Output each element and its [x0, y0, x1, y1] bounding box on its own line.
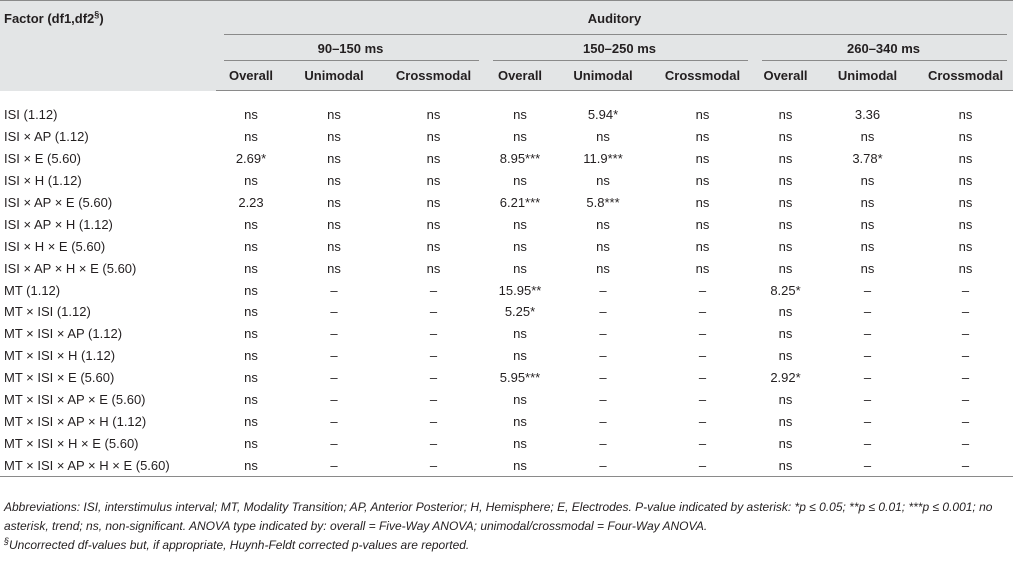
value-cell: ns [958, 195, 973, 210]
value-cell: ns [244, 238, 258, 254]
value-cell: ns [513, 129, 527, 145]
value-cell: ns [244, 304, 258, 320]
window-header-260-340: 260–340 ms [754, 35, 1013, 61]
value-cell: ns [778, 151, 793, 167]
value-cell: ns [244, 326, 258, 342]
value-cell: 3.36 [854, 107, 881, 123]
subcol-header: Unimodal [286, 61, 382, 91]
value-cell: ns [426, 216, 441, 232]
value-cell: 2.92* [770, 370, 801, 386]
value-cell: ns [958, 107, 973, 123]
value-cell: ns [244, 370, 258, 386]
value-cell: ns [426, 173, 441, 189]
factor-cell: MT × ISI × H × E (5.60) [4, 435, 139, 451]
value-cell: – [599, 326, 607, 342]
value-cell: – [286, 454, 382, 476]
factor-cell: MT × ISI × E (5.60) [4, 370, 115, 386]
value-cell: ns [778, 216, 793, 232]
value-cell: – [961, 326, 970, 342]
value-cell: 6.21*** [499, 195, 541, 210]
factor-cell: ISI × E (5.60) [4, 151, 81, 167]
value-cell: – [429, 348, 438, 364]
value-cell: ns [596, 216, 610, 232]
value-cell: ns [778, 413, 793, 429]
value-cell: ns [860, 129, 875, 145]
value-cell: – [330, 304, 338, 320]
factor-cell: ISI (1.12) [4, 107, 58, 123]
value-cell: – [599, 370, 607, 386]
value-cell: – [698, 348, 707, 364]
value-cell: ns [778, 435, 793, 451]
value-cell: ns [754, 454, 817, 476]
value-cell: – [961, 435, 970, 451]
subcol-header: Overall [754, 61, 817, 91]
value-cell: – [961, 348, 970, 364]
value-cell: – [961, 370, 970, 386]
value-cell: – [961, 304, 970, 320]
value-cell: ns [244, 392, 258, 408]
value-cell: ns [244, 413, 258, 429]
subcol-header: Crossmodal [382, 61, 485, 91]
factor-cell: MT × ISI × AP × H × E (5.60) [0, 454, 216, 476]
value-cell: ns [327, 238, 341, 254]
value-cell: ns [327, 173, 341, 189]
table-row [0, 432, 1013, 454]
value-cell: – [651, 454, 754, 476]
value-cell: ns [778, 129, 793, 145]
value-cell: ns [513, 392, 527, 408]
value-cell: – [961, 413, 970, 429]
value-cell: ns [426, 151, 441, 167]
value-cell: ns [513, 260, 527, 276]
value-cell: ns [958, 216, 973, 232]
value-cell: ns [860, 238, 875, 254]
value-cell: ns [244, 282, 258, 298]
factor-cell: ISI × AP × H × E (5.60) [4, 260, 137, 276]
value-cell: – [599, 282, 607, 298]
value-cell: ns [244, 260, 258, 276]
value-cell: ns [327, 195, 341, 210]
factor-cell: ISI × AP × H (1.12) [4, 216, 113, 232]
value-cell: ns [695, 173, 710, 189]
value-cell: – [918, 454, 1013, 476]
value-cell: – [863, 413, 872, 429]
value-cell: ns [244, 173, 258, 189]
value-cell: – [330, 435, 338, 451]
value-cell: ns [778, 173, 793, 189]
value-cell: ns [778, 304, 793, 320]
value-cell: ns [778, 107, 793, 123]
value-cell: ns [695, 129, 710, 145]
factor-cell: ISI × H × E (5.60) [4, 238, 106, 254]
value-cell: – [698, 326, 707, 342]
subcol-header: Overall [216, 61, 286, 91]
value-cell: – [330, 370, 338, 386]
value-cell: ns [513, 107, 527, 123]
table-row [0, 104, 1013, 126]
footnote: §Uncorrected df-values but, if appropriate, Huynh-Feldt corrected p-values are reported. [4, 536, 470, 552]
value-cell: ns [778, 195, 793, 210]
value-cell: ns [426, 260, 441, 276]
value-cell: ns [695, 260, 710, 276]
value-cell: 3.78* [852, 151, 883, 167]
table-notes [4, 498, 1009, 555]
value-cell: 2.69* [235, 151, 267, 167]
value-cell: ns [778, 392, 793, 408]
value-cell: ns [596, 173, 610, 189]
window-header-90-150: 90–150 ms [216, 35, 485, 61]
table-row [0, 192, 1013, 214]
value-cell: ns [216, 454, 286, 476]
value-cell: ns [327, 129, 341, 145]
value-cell: – [429, 370, 438, 386]
factor-cell: ISI × AP (1.12) [4, 129, 89, 145]
factor-cell: ISI × AP × E (5.60) [4, 195, 113, 210]
value-cell: – [863, 282, 872, 298]
subcol-header: Unimodal [555, 61, 651, 91]
value-cell: 8.25* [770, 282, 801, 298]
factor-cell: MT × ISI × AP × E (5.60) [4, 392, 146, 408]
table-header [0, 1, 1013, 91]
value-cell: – [330, 348, 338, 364]
value-cell: ns [426, 195, 441, 210]
value-cell: – [429, 413, 438, 429]
value-cell: ns [513, 348, 527, 364]
auditory-group-header: Auditory [216, 1, 1013, 36]
value-cell: ns [513, 216, 527, 232]
value-cell: 5.25* [504, 304, 536, 320]
value-cell: ns [513, 173, 527, 189]
value-cell: ns [426, 238, 441, 254]
value-cell: – [698, 392, 707, 408]
value-cell: – [382, 454, 485, 476]
value-cell: ns [244, 435, 258, 451]
value-cell: ns [513, 413, 527, 429]
value-cell: ns [327, 260, 341, 276]
value-cell: – [330, 282, 338, 298]
value-cell: ns [695, 216, 710, 232]
value-cell: – [698, 282, 707, 298]
value-cell: – [330, 392, 338, 408]
value-cell: ns [596, 238, 610, 254]
value-cell: – [330, 413, 338, 429]
value-cell: ns [958, 173, 973, 189]
value-cell: – [429, 304, 438, 320]
factor-cell: MT × ISI (1.12) [4, 304, 91, 320]
table-row [0, 410, 1013, 432]
value-cell: – [429, 435, 438, 451]
value-cell: – [698, 435, 707, 451]
value-cell: – [961, 282, 970, 298]
value-cell: 5.8*** [586, 195, 620, 210]
value-cell: – [961, 392, 970, 408]
value-cell: – [863, 392, 872, 408]
value-cell: – [429, 392, 438, 408]
value-cell: ns [513, 435, 527, 451]
table-row [0, 235, 1013, 257]
subcol-header: Crossmodal [918, 61, 1013, 91]
value-cell: ns [860, 173, 875, 189]
factor-cell: MT (1.12) [4, 282, 61, 298]
value-cell: ns [513, 326, 527, 342]
window-header-150-250: 150–250 ms [485, 35, 754, 61]
value-cell: ns [485, 454, 555, 476]
value-cell: 5.94* [587, 107, 619, 123]
value-cell: ns [958, 151, 973, 167]
table-row [0, 367, 1013, 389]
table-row [0, 345, 1013, 367]
value-cell: ns [778, 348, 793, 364]
table-row [0, 170, 1013, 192]
factor-cell: MT × ISI × AP (1.12) [4, 326, 123, 342]
value-cell: – [698, 304, 707, 320]
table-row [0, 213, 1013, 235]
value-cell: – [698, 370, 707, 386]
value-cell: ns [596, 129, 610, 145]
value-cell: – [599, 413, 607, 429]
factor-column-header: Factor (df1,df2§) [0, 1, 216, 91]
value-cell: – [429, 326, 438, 342]
value-cell: ns [327, 216, 341, 232]
value-cell: – [863, 304, 872, 320]
value-cell: ns [695, 151, 710, 167]
value-cell: ns [426, 129, 441, 145]
value-cell: ns [327, 151, 341, 167]
table-row [0, 301, 1013, 323]
value-cell: – [863, 370, 872, 386]
table-row [0, 389, 1013, 411]
value-cell: ns [244, 216, 258, 232]
value-cell: – [863, 348, 872, 364]
factor-cell: MT × ISI × H (1.12) [4, 348, 116, 364]
value-cell: – [698, 413, 707, 429]
value-cell: ns [778, 238, 793, 254]
table-body [0, 91, 1013, 477]
value-cell: ns [860, 260, 875, 276]
value-cell: ns [958, 260, 973, 276]
value-cell: ns [244, 129, 258, 145]
value-cell: ns [695, 107, 710, 123]
value-cell: – [863, 435, 872, 451]
value-cell: ns [958, 129, 973, 145]
value-cell: ns [695, 238, 710, 254]
value-cell: – [330, 326, 338, 342]
table-row [0, 148, 1013, 170]
value-cell: – [599, 304, 607, 320]
value-cell: – [863, 326, 872, 342]
value-cell: ns [244, 107, 258, 123]
value-cell: ns [596, 260, 610, 276]
value-cell: – [429, 282, 438, 298]
value-cell: – [599, 392, 607, 408]
table-row [0, 279, 1013, 301]
value-cell: – [555, 454, 651, 476]
value-cell: 15.95** [498, 282, 542, 298]
value-cell: 8.95*** [499, 151, 541, 167]
value-cell: 5.95*** [499, 370, 541, 386]
value-cell: – [817, 454, 918, 476]
value-cell: ns [860, 216, 875, 232]
value-cell: 11.9*** [583, 151, 623, 167]
value-cell: – [599, 348, 607, 364]
value-cell: ns [958, 238, 973, 254]
factor-cell: ISI × H (1.12) [4, 173, 82, 189]
value-cell: ns [426, 107, 441, 123]
factor-cell: MT × ISI × AP × H (1.12) [4, 413, 147, 429]
table-row [0, 257, 1013, 279]
value-cell: ns [244, 348, 258, 364]
subcol-header: Unimodal [817, 61, 918, 91]
value-cell: 2.23 [238, 195, 264, 210]
value-cell: ns [778, 326, 793, 342]
table-row [0, 323, 1013, 345]
abbreviations-note: Abbreviations: ISI, interstimulus interval; MT, Modality Transition; AP, Anterior Posterior; H, Hemisphere; E, Electrodes. P-value indicated by asterisk: *p ≤ 0.05; **p ≤ 0.01; ***p ≤ 0.001; no asterisk, trend; ns, non-significant. ANOVA type indicated by: overall = Five-Way ANOVA; unimodal/crossmodal = Four-Way ANOVA. [4, 500, 993, 533]
value-cell: ns [327, 107, 341, 123]
value-cell: – [599, 435, 607, 451]
value-cell: ns [513, 238, 527, 254]
value-cell: ns [860, 195, 875, 210]
subcol-header: Crossmodal [651, 61, 754, 91]
table-row [0, 126, 1013, 148]
value-cell: ns [778, 260, 793, 276]
subcol-header: Overall [485, 61, 555, 91]
value-cell: ns [695, 195, 710, 210]
table-row [0, 454, 1013, 476]
